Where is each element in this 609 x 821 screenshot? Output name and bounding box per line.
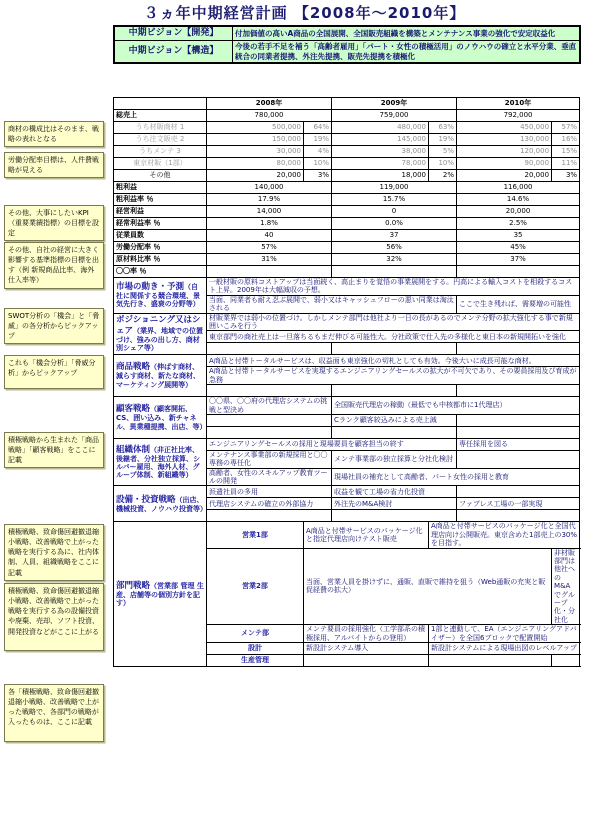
financial-value-cell: 20,000 <box>457 170 552 182</box>
department-rows <box>114 522 580 666</box>
financial-value-cell: 0.0% <box>332 218 457 230</box>
section-label-investment <box>114 486 207 522</box>
department-name-cell: 営業1部 <box>207 522 304 548</box>
section-text-cell <box>457 486 580 498</box>
financial-row <box>114 110 580 122</box>
financial-value-cell: 80,000 <box>207 158 304 170</box>
section-label-main: 組織体制 <box>116 444 151 455</box>
financial-value-cell: 37 <box>332 230 457 242</box>
financial-row-label: 経常利益率 ％ <box>114 218 207 230</box>
financial-row <box>114 134 580 146</box>
department-text-cell: A商品と付帯サービスのパッケージ化と全国代理店向け公開販売。東京含めた1部売上の30%を目指す。 <box>429 522 580 548</box>
section-text-cell: 現場社員の補充として高齢者、パート女性の採用と教育 <box>332 468 580 486</box>
financial-value-cell: 14,000 <box>207 206 332 218</box>
financial-value-cell: 37% <box>457 254 580 266</box>
note-indicators: その他、自社の経営に大きく影響する基準指標の目標を出す（例 新規商品比率、海外仕入率等） <box>4 242 104 289</box>
financial-value-cell: 2.5% <box>457 218 580 230</box>
financial-value-cell: 145,000 <box>332 134 429 146</box>
section-row-customer <box>114 397 580 415</box>
financial-value-cell <box>457 266 580 278</box>
section-text-cell <box>457 450 580 468</box>
financial-row-label: 経営利益 <box>114 206 207 218</box>
financial-value-cell: 150,000 <box>207 134 304 146</box>
financial-row <box>114 170 580 182</box>
section-text-cell: 全国販売代理店の稼動（最低でも中核都市に1代理店） <box>332 397 580 415</box>
note-proactive: 積極戦略から生まれた「商品戦略」「顧客戦略」をここに記載 <box>4 432 104 468</box>
section-text-cell: 収益を観て工場の省力化投資 <box>332 486 457 498</box>
vision-row-structure <box>115 41 580 63</box>
vision-table-body <box>115 27 580 63</box>
financial-row-label: 総売上 <box>114 110 207 122</box>
note-invest: 積極戦略、致命傷回避撤退縮小戦略、改善戦略で上がった戦略を実行する為の設備投資や廃棄、売却、ソフト投資、開発投資などがここに上がる <box>4 583 104 651</box>
financial-row-label: 粗利益率 ％ <box>114 194 207 206</box>
financial-value-cell: 116,000 <box>457 182 580 194</box>
section-label-market <box>114 278 207 314</box>
financial-percent-cell: 10% <box>429 158 457 170</box>
section-text-cell: 外注先のM&A検討 <box>332 498 457 510</box>
note-composition: 商材の構成比はそのまま、戦略の表れとなる <box>4 121 104 147</box>
financial-value-cell: 480,000 <box>332 122 429 134</box>
financial-percent-cell: 4% <box>304 146 332 158</box>
financial-row-label: 原材料比率 ％ <box>114 254 207 266</box>
section-label-product <box>114 355 207 397</box>
section-text-cell <box>457 385 580 397</box>
financial-row <box>114 218 580 230</box>
financial-value-cell: 45% <box>457 242 580 254</box>
financial-rows <box>114 98 580 278</box>
financial-header-blank <box>114 98 207 110</box>
financial-row <box>114 254 580 266</box>
financial-value-cell: 32% <box>332 254 457 266</box>
department-strategy-label <box>114 522 207 666</box>
section-text-cell: 当面、同業者も耐え忍ぶ展開で、弱小又はキャッシュフローの悪い同業は淘汰される <box>207 295 457 313</box>
section-text-cell: 〇〇県、〇〇府の代理店システムの挑戦と型決め <box>207 397 332 415</box>
narrative-rows <box>114 278 580 522</box>
department-text-cell <box>552 654 580 666</box>
department-text-cell: A商品と付帯サービスのパッケージ化と指定代理店向けテスト販売 <box>304 522 429 548</box>
financial-value-cell: 18,000 <box>332 170 429 182</box>
section-text-cell: メンテナンス事業部の新規採用と〇〇専務の専任化 <box>207 450 332 468</box>
department-name-cell: 設計 <box>207 642 304 654</box>
financial-value-cell: 40 <box>207 230 332 242</box>
financial-header-year: 2009年 <box>332 98 457 110</box>
department-name-cell: 生産管理 <box>207 654 304 666</box>
financial-percent-cell: 11% <box>552 158 580 170</box>
financial-percent-cell: 2% <box>429 170 457 182</box>
section-text-cell: A商品と付帯トータルサービスを実現するエンジニアリングセールスの拡大が不可欠であり、その要員採用及び育成が急務 <box>207 367 580 385</box>
financial-row-label: 〇〇率 ％ <box>114 266 207 278</box>
department-name-cell: 営業2部 <box>207 548 304 625</box>
financial-header-row <box>114 98 580 110</box>
financial-percent-cell: 19% <box>304 134 332 146</box>
financial-row-label: その他 <box>114 170 207 182</box>
section-label-sub: （非正社比率、後継者、分社独立採算、シルバー雇用、海外人材、グループ体制、新組織等） <box>116 445 200 480</box>
section-text-cell <box>457 414 580 426</box>
financial-value-cell: 119,000 <box>332 182 457 194</box>
financial-value-cell: 56% <box>332 242 457 254</box>
section-label-sub: （顧客開拓、CS、囲い込み、新チャネル、異業種提携、出店、等） <box>116 405 207 431</box>
section-text-cell <box>332 343 457 355</box>
note-labor-ratio: 労働分配率目標は、人件費戦略が見える <box>4 152 104 178</box>
financial-value-cell: 57% <box>207 242 332 254</box>
financial-percent-cell: 16% <box>552 134 580 146</box>
financial-value-cell: 31% <box>207 254 332 266</box>
section-text-cell: 高齢者、女性のスキルアップ教育ツールの開発 <box>207 468 332 486</box>
financial-value-cell: 140,000 <box>207 182 332 194</box>
main-plan-table <box>113 97 580 667</box>
financial-value-cell: 20,000 <box>457 206 580 218</box>
financial-value-cell: 90,000 <box>457 158 552 170</box>
financial-row <box>114 242 580 254</box>
section-text-cell <box>457 426 580 438</box>
section-text-cell: 材販業界では弱小の位置づけ。しかしメンテ部門は他社より一日の長があるのでメンテ分野の拡大強化する事で新規囲いこみを行う <box>207 313 580 331</box>
department-text-cell: 非材販部門は他社へのM&Aでグループ化・分社化 <box>552 548 580 625</box>
financial-percent-cell: 3% <box>552 170 580 182</box>
financial-row-label: 東京材販（1部） <box>114 158 207 170</box>
section-text-cell: メンテ事業部の独立採算と分社化検討 <box>332 450 457 468</box>
department-text-cell: 1部と連動して、EA（エンジニアリングアドバイザー）を全国6ブロックで配置開始 <box>429 625 580 643</box>
department-text-cell: 新設計システム導入 <box>304 642 429 654</box>
financial-value-cell: 0 <box>332 206 457 218</box>
section-label-sub: （伸ばす商材、減らす商材、新たな商材、マーケティング展開等） <box>116 363 200 389</box>
department-text-cell: 当面、営業人員を掛けずに、通販、直販で維持を狙う（Web通販の充実と販促経費の拡大） <box>304 548 552 625</box>
section-label-sub: （業界、地域での位置づけ、強みの出し方、商材別シェア等） <box>116 326 204 353</box>
financial-value-cell: 14.6% <box>457 194 580 206</box>
section-text-cell: 東京部門の商社売上は一旦落ちるもまだ伸びる可能性大。分社政策で仕入先の多様化と東日本の新規開拓いを強化 <box>207 331 580 343</box>
section-text-cell: A商品と付帯トータルサービスは、収益面も東京強化の切札としても有効。今後大いに成長可能な商材。 <box>207 355 580 367</box>
section-text-cell <box>207 510 332 522</box>
financial-value-cell: 20,000 <box>207 170 304 182</box>
financial-value-cell: 30,000 <box>207 146 304 158</box>
financial-value-cell: 35 <box>457 230 580 242</box>
note-kpi: その他、大事にしたいKPI（重要業績指標）の目標を設定 <box>4 205 104 241</box>
financial-header-year: 2010年 <box>457 98 580 110</box>
financial-header-year: 2008年 <box>207 98 332 110</box>
financial-row <box>114 122 580 134</box>
section-row-investment <box>114 486 580 498</box>
section-row-market <box>114 278 580 296</box>
department-label-sub: （営業部 管理 生産、店舗等の個別方針を記す） <box>116 581 204 608</box>
financial-row <box>114 146 580 158</box>
section-label-main: 顧客戦略 <box>116 404 151 415</box>
note-dept: 各「積極戦略、致命傷回避撤退縮小戦略、改善戦略で上がった戦略で、各部門の戦略が入ったものは、ここに記載 <box>4 684 104 742</box>
financial-value-cell: 17.9% <box>207 194 332 206</box>
financial-row <box>114 266 580 278</box>
section-text-cell <box>207 343 332 355</box>
note-org: 積極戦略、致命傷回避撤退縮小戦略、改善戦略で上がった戦略を実行する為に、社内体制、人員、組織戦略をここに記載 <box>4 524 104 581</box>
department-name-cell: メンテ部 <box>207 625 304 643</box>
financial-value-cell: 15.7% <box>332 194 457 206</box>
financial-row <box>114 206 580 218</box>
financial-row <box>114 182 580 194</box>
financial-percent-cell: 63% <box>429 122 457 134</box>
financial-value-cell <box>207 266 332 278</box>
vision-row-development <box>115 27 580 41</box>
vision-text-development: 付加価値の高いA商品の全国展開、全国販売組織を構築とメンテナンス事業の強化で安定収益化 <box>233 27 580 41</box>
financial-row-label: 労働分配率 ％ <box>114 242 207 254</box>
financial-value-cell: 450,000 <box>457 122 552 134</box>
note-swot2: これも「機会分析」「脅威分析」からピックアップ <box>4 355 104 389</box>
section-text-cell: ここで生き残れば、需要増の可能性 <box>457 295 580 313</box>
financial-percent-cell: 10% <box>304 158 332 170</box>
section-label-main: 市場の動き・予測 <box>116 281 185 292</box>
section-text-cell <box>457 510 580 522</box>
financial-value-cell: 759,000 <box>332 110 457 122</box>
financial-row <box>114 194 580 206</box>
section-text-cell: 専任採用を図る <box>457 438 580 450</box>
section-label-positioning <box>114 313 207 355</box>
department-row <box>114 522 580 548</box>
financial-value-cell: 78,000 <box>332 158 429 170</box>
section-text-cell <box>207 414 332 426</box>
financial-value-cell: 120,000 <box>457 146 552 158</box>
financial-row-label: うち材販商材 1 <box>114 122 207 134</box>
department-label-main: 部門戦略 <box>116 580 151 591</box>
financial-row-label: 粗利益 <box>114 182 207 194</box>
section-text-cell <box>332 510 457 522</box>
section-label-main: 商品戦略 <box>116 362 151 373</box>
section-row-product <box>114 355 580 367</box>
financial-row-label: 従業員数 <box>114 230 207 242</box>
section-text-cell: エンジニアリングセールスの採用と現場要員を顧客担当の終す <box>207 438 457 450</box>
financial-percent-cell: 15% <box>552 146 580 158</box>
section-row-positioning <box>114 313 580 331</box>
financial-percent-cell: 5% <box>429 146 457 158</box>
section-text-cell: 派遣社員の多用 <box>207 486 332 498</box>
department-text-cell: メンテ要員の採用強化（工学部系の積極採用、アルバイトからの登用） <box>304 625 429 643</box>
vision-label-structure: 中期ビジョン【構造】 <box>115 41 233 63</box>
financial-value-cell: 780,000 <box>207 110 332 122</box>
vision-block <box>113 25 581 64</box>
financial-value-cell: 130,000 <box>457 134 552 146</box>
section-row-organization <box>114 438 580 450</box>
financial-percent-cell: 57% <box>552 122 580 134</box>
financial-value-cell <box>332 266 457 278</box>
section-label-organization <box>114 438 207 486</box>
page-title: ３ヵ年中期経営計画 【2008年～2010年】 <box>143 4 466 22</box>
financial-row <box>114 230 580 242</box>
financial-row-label: うち注文販売 2 <box>114 134 207 146</box>
section-text-cell: ファブレス工場の一部実現 <box>457 498 580 510</box>
section-text-cell: 代理店システムの確立の外部協力 <box>207 498 332 510</box>
financial-percent-cell: 19% <box>429 134 457 146</box>
section-text-cell <box>332 426 457 438</box>
financial-value-cell: 792,000 <box>457 110 580 122</box>
financial-row-label: うちメンテ 3 <box>114 146 207 158</box>
section-text-cell: 一般材販の原料コストアップは当面続く、高止まりを覚悟の事業展開をする。円高による輸入コストを相殺するコスト上昇。2009年は大幅減収の予想。 <box>207 278 580 296</box>
section-label-main: ポジショニング又はシェア <box>116 315 201 336</box>
section-label-main: 設備・投資戦略 <box>116 494 176 505</box>
financial-value-cell: 500,000 <box>207 122 304 134</box>
department-text-cell <box>429 654 552 666</box>
section-text-cell <box>457 343 580 355</box>
section-text-cell <box>207 385 332 397</box>
section-text-cell <box>332 385 457 397</box>
financial-row <box>114 158 580 170</box>
financial-value-cell: 38,000 <box>332 146 429 158</box>
department-text-cell <box>304 654 429 666</box>
section-label-sub: （自社に関係する競合環境、景気先行き、盛衰の分野等） <box>116 282 200 309</box>
department-text-cell: 新設計システムによる現場出図のレベルアップ <box>429 642 580 654</box>
section-text-cell: Cランク顧客絞込みによる売上減 <box>332 414 457 426</box>
financial-value-cell: 1.8% <box>207 218 332 230</box>
financial-percent-cell: 64% <box>304 122 332 134</box>
section-text-cell <box>207 426 332 438</box>
section-label-customer <box>114 397 207 439</box>
vision-text-structure: 今後の若手不足を補う「高齢者雇用」「パート・女性の積極活用」のノウハウの確立と水平分業、垂直統合の同業者提携、外注先提携、販売先提携を積極化 <box>233 41 580 63</box>
section-label-sub: （出店、機械投資、ノウハウ投資等） <box>116 495 207 513</box>
vision-label-development: 中期ビジョン【開発】 <box>115 27 233 41</box>
financial-percent-cell: 3% <box>304 170 332 182</box>
vision-table <box>114 26 580 63</box>
note-swot: SWOT分析の「機会」と「脅威」の各分析からピックアップ <box>4 308 104 344</box>
